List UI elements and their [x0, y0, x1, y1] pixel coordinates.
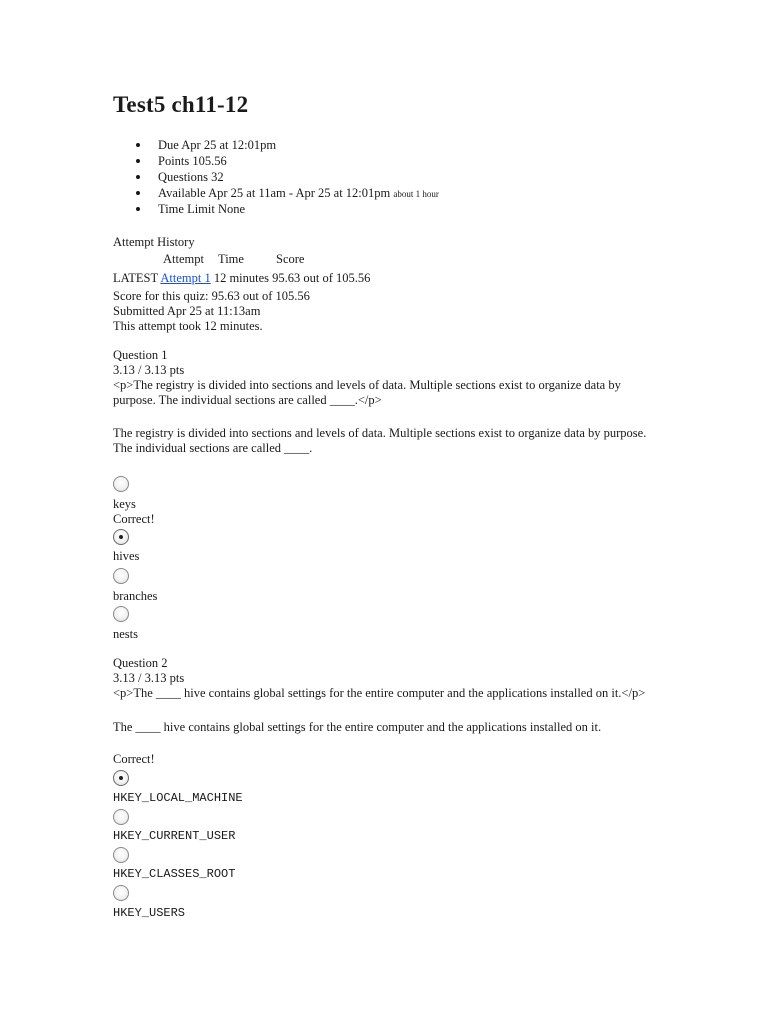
q2-option-classes-root-radio[interactable]	[113, 847, 129, 863]
quiz-score: Score for this quiz: 95.63 out of 105.56	[113, 289, 310, 303]
question-2-raw-text: <p>The ____ hive contains global settings for the entire computer and the applications installed on it.</p>	[113, 686, 646, 700]
meta-available: Available Apr 25 at 11am - Apr 25 at 12:01pm about 1 hour	[113, 185, 439, 201]
meta-questions: Questions 32	[113, 169, 439, 185]
attempt-history-header	[113, 252, 413, 267]
q1-correct-label: Correct!	[113, 512, 155, 526]
col-time: Time	[218, 252, 244, 266]
submitted-time: Submitted Apr 25 at 11:13am	[113, 304, 261, 318]
meta-points: Points 105.56	[113, 153, 439, 169]
meta-time-limit: Time Limit None	[113, 201, 439, 217]
q2-option-users-label: HKEY_USERS	[113, 906, 186, 920]
q1-option-hives-label: hives	[113, 549, 140, 563]
attempt-score: 95.63 out of 105.56	[272, 271, 371, 285]
q1-option-keys-radio[interactable]	[113, 476, 129, 492]
attempt-history-heading: Attempt History	[113, 235, 195, 249]
q2-option-local-machine-label: HKEY_LOCAL_MACHINE	[113, 791, 243, 805]
question-1-points: 3.13 / 3.13 pts	[113, 363, 185, 377]
attempt-1-link[interactable]: Attempt 1	[160, 271, 211, 285]
q1-option-branches-label: branches	[113, 589, 158, 603]
q1-option-keys-label: keys	[113, 497, 136, 511]
question-1-text: The registry is divided into sections and levels of data. Multiple sections exist to organize data by purpose. The individual sections are called ____.	[113, 426, 647, 455]
attempt-history-row	[113, 271, 370, 286]
latest-label: LATEST	[113, 271, 158, 285]
attempt-time: 12 minutes	[213, 271, 270, 285]
q1-option-hives-radio[interactable]	[113, 529, 129, 545]
attempt-duration: This attempt took 12 minutes.	[113, 319, 263, 333]
q2-option-users-radio[interactable]	[113, 885, 129, 901]
available-duration-note: about 1 hour	[393, 189, 439, 199]
q2-correct-label: Correct!	[113, 752, 155, 766]
q2-option-local-machine-radio[interactable]	[113, 770, 129, 786]
col-score: Score	[276, 252, 305, 266]
q2-option-current-user-label: HKEY_CURRENT_USER	[113, 829, 236, 843]
q2-option-classes-root-label: HKEY_CLASSES_ROOT	[113, 867, 236, 881]
question-2-title: Question 2	[113, 656, 168, 670]
question-1-raw-text: <p>The registry is divided into sections and levels of data. Multiple sections exist to organize data by purpose. The individual sections are called ____.</p>	[113, 378, 621, 407]
q1-option-nests-label: nests	[113, 627, 138, 641]
q1-option-branches-radio[interactable]	[113, 568, 129, 584]
col-attempt: Attempt	[163, 252, 204, 266]
meta-due: Due Apr 25 at 12:01pm	[113, 137, 439, 153]
page-title: Test5 ch11-12	[113, 92, 249, 117]
question-2-text: The ____ hive contains global settings for the entire computer and the applications installed on it.	[113, 720, 602, 734]
q1-option-nests-radio[interactable]	[113, 606, 129, 622]
question-1-title: Question 1	[113, 348, 168, 362]
question-2-points: 3.13 / 3.13 pts	[113, 671, 185, 685]
q2-option-current-user-radio[interactable]	[113, 809, 129, 825]
quiz-meta-list	[113, 137, 439, 217]
